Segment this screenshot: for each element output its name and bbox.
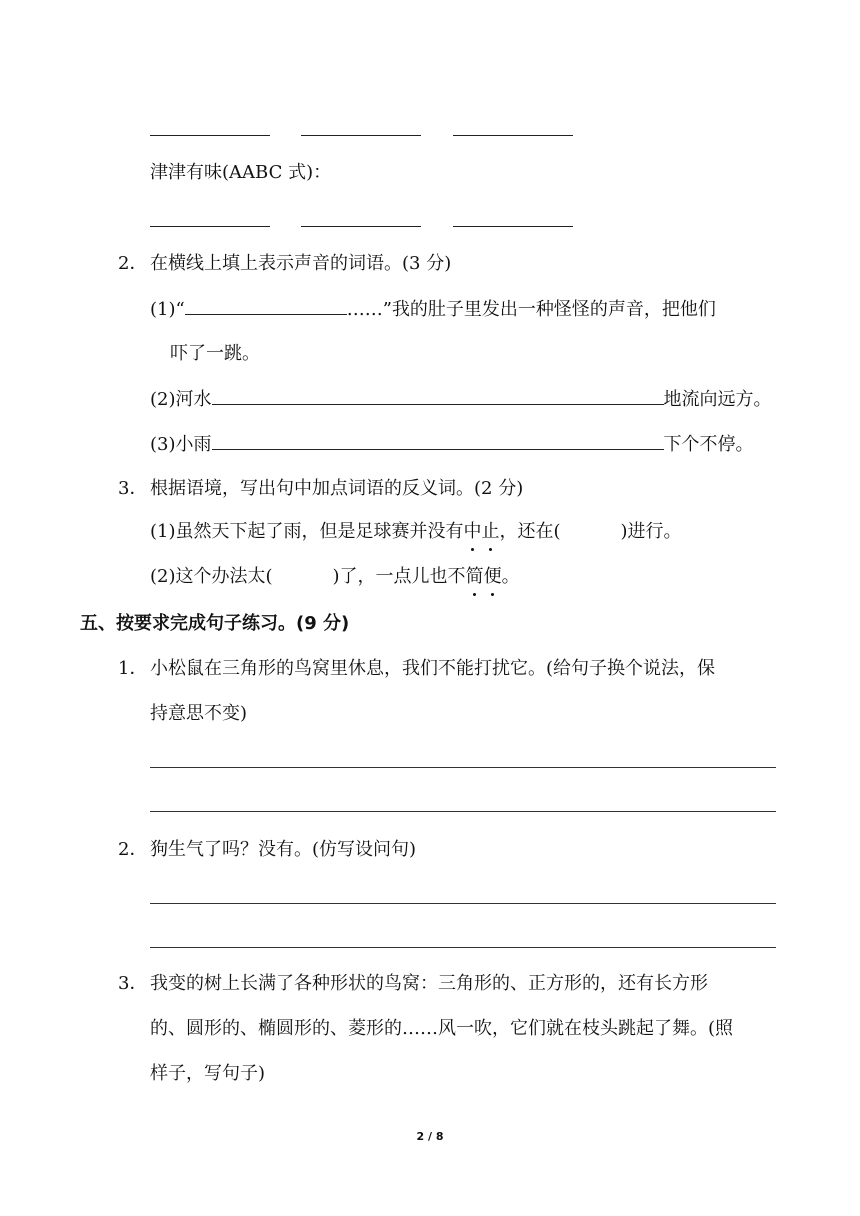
dotted-char: 止: [482, 519, 500, 545]
sound-sentence-3: [150, 431, 754, 458]
sentence-suffix: ……”我的肚子里发出一种怪怪的声音，把他们: [346, 299, 716, 320]
page-number: 2 / 8: [416, 1130, 444, 1143]
antonym-sentence-1: [150, 519, 682, 545]
answer-blank[interactable]: [150, 226, 270, 227]
sentence-continuation: 吓了一跳。: [170, 343, 260, 364]
answer-line[interactable]: [150, 767, 776, 768]
aabc-prompt: 津津有味(AABC 式)：: [150, 162, 332, 183]
answer-line[interactable]: [150, 811, 776, 812]
sentence-text: ，还在(: [499, 521, 561, 542]
question-text: 狗生气了吗？没有。(仿写设问句): [150, 839, 417, 860]
dotted-char: 简: [466, 564, 484, 590]
question-number: 2．: [118, 839, 148, 860]
sentence-text: )进行。: [620, 521, 682, 542]
question-title: 在横线上填上表示声音的词语。(3 分): [150, 253, 452, 274]
sentence-text: 。: [501, 566, 520, 587]
dotted-char: 中: [464, 519, 482, 545]
answer-blank[interactable]: [301, 226, 421, 227]
answer-blank[interactable]: [453, 226, 573, 227]
question-number: 1．: [118, 658, 148, 679]
answer-blank[interactable]: [301, 135, 421, 136]
sentence-text: (2)这个办法太(: [150, 566, 273, 587]
sound-sentence-1: [150, 296, 716, 323]
question-text: 的、圆形的、椭圆形的、菱形的……风一吹，它们就在枝头跳起了舞。(照: [150, 1018, 734, 1039]
sound-sentence-2: [150, 386, 772, 413]
sentence-prefix: (2)河水: [150, 389, 212, 410]
answer-blank[interactable]: [212, 431, 664, 450]
answer-blank[interactable]: [185, 296, 347, 315]
sentence-text: (1)虽然天下起了雨，但是足球赛并没有: [150, 521, 464, 542]
sentence-suffix: 地流向远方。: [663, 389, 772, 410]
question-number: 3．: [118, 973, 148, 994]
answer-blank[interactable]: [212, 386, 664, 405]
question-title: 根据语境，写出句中加点词语的反义词。(2 分): [150, 478, 524, 499]
antonym-sentence-2: [150, 564, 520, 590]
sentence-suffix: 下个不停。: [663, 434, 754, 455]
question-number: 2．: [118, 253, 148, 274]
answer-blank[interactable]: [150, 135, 270, 136]
sentence-prefix: (1)“: [150, 299, 185, 320]
sentence-text: )了，一点儿也不: [332, 566, 466, 587]
sentence-prefix: (3)小雨: [150, 434, 212, 455]
section-heading: 五、按要求完成句子练习。(9 分): [80, 613, 350, 634]
answer-line[interactable]: [150, 947, 776, 948]
question-number: 3．: [118, 478, 148, 499]
answer-blank[interactable]: [453, 135, 573, 136]
answer-line[interactable]: [150, 903, 776, 904]
question-text: 我变的树上长满了各种形状的鸟窝：三角形的、正方形的，还有长方形: [150, 973, 708, 994]
question-text: 小松鼠在三角形的鸟窝里休息，我们不能打扰它。(给句子换个说法，保: [150, 658, 716, 679]
dotted-char: 便: [484, 564, 502, 590]
question-text: 持意思不变): [150, 703, 248, 724]
question-text: 样子，写句子): [150, 1063, 266, 1084]
